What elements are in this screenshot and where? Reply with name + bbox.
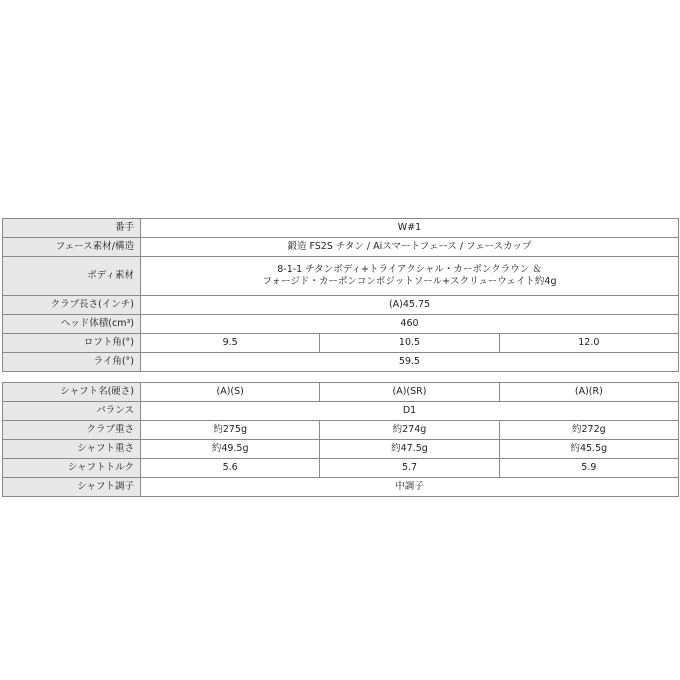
shaft-name-3: (A)(R)	[499, 383, 678, 402]
torque-3: 5.9	[499, 459, 678, 478]
row-label-shaft-name: シャフト名(硬さ)	[3, 383, 141, 402]
shaft-weight-1: 約49.5g	[141, 440, 320, 459]
row-label-body: ボディ素材	[3, 257, 141, 296]
kick-point-value: 中調子	[141, 478, 679, 497]
table-row	[3, 402, 679, 421]
row-label-volume: ヘッド体積(cm³)	[3, 315, 141, 334]
row-label-torque: シャフトトルク	[3, 459, 141, 478]
balance-value: D1	[141, 402, 679, 421]
row-label-balance: バランス	[3, 402, 141, 421]
table-row	[3, 219, 679, 238]
body-value-line2: フォージド・カーボンコンポジットソール+スクリューウェイト約4g	[262, 276, 557, 287]
table-row	[3, 257, 679, 296]
loft-value-3: 12.0	[499, 334, 678, 353]
table-row	[3, 334, 679, 353]
loft-value-2: 10.5	[320, 334, 499, 353]
club-weight-3: 約272g	[499, 421, 678, 440]
row-label-face: フェース素材/構造	[3, 238, 141, 257]
row-label-shaft-weight: シャフト重さ	[3, 440, 141, 459]
shaft-name-2: (A)(SR)	[320, 383, 499, 402]
row-label-number: 番手	[3, 219, 141, 238]
row-label-loft: ロフト角(°)	[3, 334, 141, 353]
row-label-kick-point: シャフト調子	[3, 478, 141, 497]
lie-value: 59.5	[141, 353, 679, 372]
club-spec-table	[2, 218, 679, 372]
table-row	[3, 421, 679, 440]
shaft-spec-table	[2, 382, 679, 497]
table-row	[3, 459, 679, 478]
club-weight-2: 約274g	[320, 421, 499, 440]
loft-value-1: 9.5	[141, 334, 320, 353]
volume-value: 460	[141, 315, 679, 334]
table-row	[3, 296, 679, 315]
torque-1: 5.6	[141, 459, 320, 478]
face-value: 鍛造 FS2S チタン / Aiスマートフェース / フェースカップ	[141, 238, 679, 257]
row-label-club-weight: クラブ重さ	[3, 421, 141, 440]
shaft-weight-2: 約47.5g	[320, 440, 499, 459]
club-weight-1: 約275g	[141, 421, 320, 440]
table-row	[3, 353, 679, 372]
body-value-line1: 8-1-1 チタンボディ+トライアクシャル・カーボンクラウン ＆	[277, 264, 542, 275]
shaft-weight-3: 約45.5g	[499, 440, 678, 459]
shaft-name-1: (A)(S)	[141, 383, 320, 402]
torque-2: 5.7	[320, 459, 499, 478]
row-label-length: クラブ長さ(インチ)	[3, 296, 141, 315]
table-row	[3, 383, 679, 402]
number-value: W#1	[141, 219, 679, 238]
table-row	[3, 238, 679, 257]
table-row	[3, 440, 679, 459]
table-row	[3, 315, 679, 334]
length-value: (A)45.75	[141, 296, 679, 315]
row-label-lie: ライ角(°)	[3, 353, 141, 372]
body-value	[141, 257, 679, 296]
table-row	[3, 478, 679, 497]
